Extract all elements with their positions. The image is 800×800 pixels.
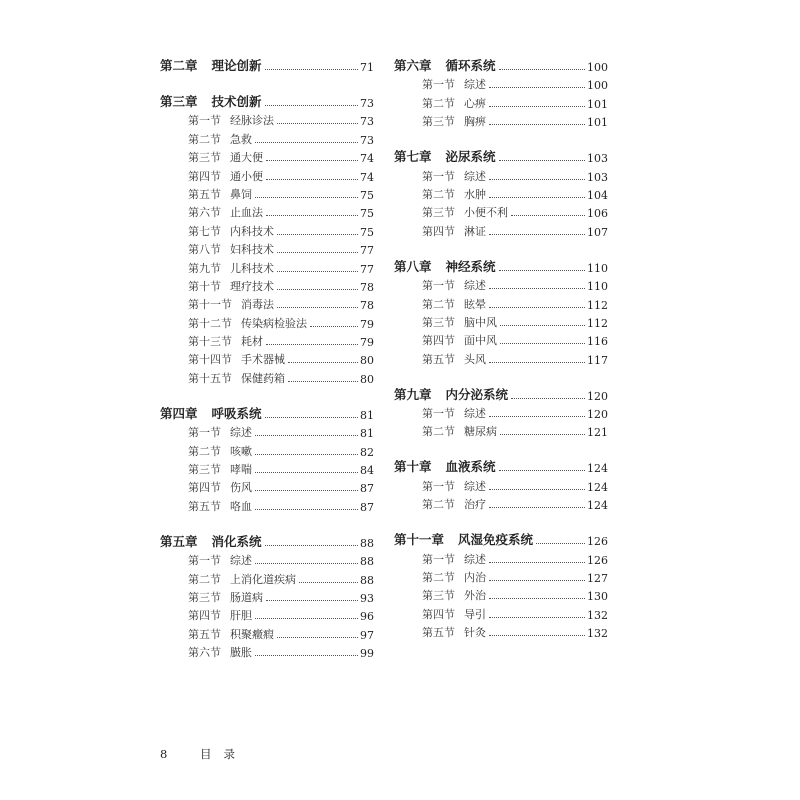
section-title: 保健药箱 bbox=[241, 371, 285, 385]
chapter-gap bbox=[394, 439, 608, 455]
section-number: 第二节 bbox=[422, 187, 455, 201]
toc-section-entry[interactable] bbox=[160, 422, 374, 440]
dot-leader bbox=[489, 106, 585, 107]
dot-leader bbox=[499, 270, 585, 271]
toc-section-entry[interactable] bbox=[394, 548, 608, 566]
section-page: 79 bbox=[360, 336, 374, 350]
chapter-gap bbox=[394, 512, 608, 528]
chapter-number: 第三章 bbox=[160, 94, 198, 109]
dot-leader bbox=[489, 288, 585, 289]
dot-leader bbox=[288, 362, 358, 363]
section-number: 第三节 bbox=[188, 151, 221, 165]
chapter-number: 第五章 bbox=[160, 533, 198, 549]
chapter-page: 126 bbox=[587, 535, 608, 549]
section-page: 120 bbox=[587, 408, 608, 422]
section-page: 121 bbox=[587, 426, 608, 440]
toc-section-entry[interactable] bbox=[160, 642, 374, 660]
section-number: 第一节 bbox=[188, 114, 221, 128]
section-title: 内治 bbox=[464, 571, 486, 585]
dot-leader bbox=[489, 562, 585, 563]
dot-leader bbox=[255, 563, 358, 564]
section-page: 112 bbox=[587, 298, 608, 312]
section-page: 103 bbox=[587, 170, 608, 184]
section-title: 肠道病 bbox=[230, 590, 263, 604]
section-title: 水肿 bbox=[464, 187, 486, 201]
dot-leader bbox=[511, 215, 585, 216]
section-title: 综述 bbox=[230, 554, 252, 568]
toc-section-entry[interactable] bbox=[160, 495, 374, 513]
chapter-number: 第九章 bbox=[394, 386, 432, 402]
section-page: 127 bbox=[587, 572, 608, 586]
section-page: 117 bbox=[587, 353, 608, 367]
section-page: 80 bbox=[360, 372, 374, 386]
chapter-title: 呼吸系统 bbox=[211, 405, 262, 421]
section-title: 理疗技术 bbox=[230, 279, 274, 293]
toc-left-column bbox=[160, 54, 374, 660]
section-title: 经脉诊法 bbox=[230, 114, 274, 128]
section-title: 综述 bbox=[230, 426, 252, 440]
toc-chapter-entry[interactable] bbox=[394, 383, 608, 403]
chapter-page: 124 bbox=[587, 462, 608, 476]
section-number: 第三节 bbox=[422, 206, 455, 220]
section-title: 通大便 bbox=[230, 151, 263, 165]
chapter-number: 第八章 bbox=[394, 258, 432, 274]
dot-leader bbox=[489, 598, 585, 599]
section-title: 胸痹 bbox=[464, 115, 486, 129]
dot-leader bbox=[489, 307, 585, 308]
dot-leader bbox=[489, 234, 585, 235]
toc-chapter-entry[interactable] bbox=[394, 255, 608, 275]
toc-section-entry[interactable] bbox=[394, 603, 608, 621]
section-title: 小便不利 bbox=[464, 206, 508, 220]
chapter-page: 120 bbox=[587, 389, 608, 403]
toc-section-entry[interactable] bbox=[394, 184, 608, 202]
dot-leader bbox=[255, 435, 358, 436]
section-page: 100 bbox=[587, 79, 608, 93]
section-number: 第二节 bbox=[422, 498, 455, 512]
section-title: 止血法 bbox=[230, 206, 263, 220]
section-title: 积聚癥瘕 bbox=[230, 627, 274, 641]
section-number: 第五节 bbox=[422, 352, 455, 366]
dot-leader bbox=[277, 123, 358, 124]
toc-section-entry[interactable] bbox=[160, 367, 374, 385]
section-number: 第四节 bbox=[188, 169, 221, 183]
section-title: 咯血 bbox=[230, 499, 252, 513]
toc-section-entry[interactable] bbox=[394, 202, 608, 220]
section-page: 78 bbox=[360, 280, 374, 294]
toc-section-entry[interactable] bbox=[394, 585, 608, 603]
section-number: 第四节 bbox=[188, 609, 221, 623]
dot-leader bbox=[536, 543, 585, 544]
toc-section-entry[interactable] bbox=[394, 494, 608, 512]
section-title: 眩晕 bbox=[464, 297, 486, 311]
chapter-gap bbox=[160, 74, 374, 90]
section-page: 75 bbox=[360, 188, 374, 202]
section-number: 第三节 bbox=[422, 589, 455, 603]
section-title: 淋证 bbox=[464, 224, 486, 238]
section-title: 肝胆 bbox=[230, 609, 252, 623]
section-title: 面中风 bbox=[464, 334, 497, 348]
chapter-title: 内分泌系统 bbox=[445, 386, 509, 402]
toc-section-entry[interactable] bbox=[160, 165, 374, 183]
toc-section-entry[interactable] bbox=[394, 165, 608, 183]
section-number: 第十四节 bbox=[188, 353, 232, 367]
toc-section-entry[interactable] bbox=[160, 312, 374, 330]
section-number: 第五节 bbox=[188, 187, 221, 201]
chapter-title: 泌尿系统 bbox=[445, 149, 496, 165]
dot-leader bbox=[255, 655, 358, 656]
section-title: 哮喘 bbox=[230, 463, 252, 477]
section-title: 臌胀 bbox=[230, 646, 252, 660]
section-title: 消毒法 bbox=[241, 298, 274, 312]
dot-leader bbox=[255, 490, 358, 491]
section-number: 第一节 bbox=[422, 552, 455, 566]
section-number: 第一节 bbox=[188, 554, 221, 568]
section-number: 第十节 bbox=[188, 279, 221, 293]
toc-section-entry[interactable] bbox=[394, 421, 608, 439]
section-number: 第七节 bbox=[188, 224, 221, 238]
chapter-number: 第六章 bbox=[394, 58, 432, 73]
section-number: 第四节 bbox=[188, 481, 221, 495]
section-page: 74 bbox=[360, 152, 374, 166]
section-number: 第一节 bbox=[422, 279, 455, 293]
section-page: 75 bbox=[360, 207, 374, 221]
section-number: 第四节 bbox=[422, 224, 455, 238]
section-number: 第五节 bbox=[188, 499, 221, 513]
dot-leader bbox=[255, 472, 358, 473]
section-title: 鼻饲 bbox=[230, 187, 252, 201]
toc-chapter-entry[interactable] bbox=[160, 90, 374, 110]
chapter-title: 技术创新 bbox=[211, 94, 262, 109]
toc-chapter-entry[interactable] bbox=[160, 54, 374, 74]
section-title: 综述 bbox=[464, 479, 486, 493]
toc-section-entry[interactable] bbox=[160, 349, 374, 367]
dot-leader bbox=[255, 142, 358, 143]
section-number: 第一节 bbox=[422, 169, 455, 183]
dot-leader bbox=[489, 179, 585, 180]
section-number: 第四节 bbox=[422, 334, 455, 348]
dot-leader bbox=[310, 326, 358, 327]
section-title: 手术器械 bbox=[241, 353, 285, 367]
dot-leader bbox=[277, 307, 358, 308]
dot-leader bbox=[489, 362, 585, 363]
section-number: 第一节 bbox=[422, 479, 455, 493]
dot-leader bbox=[277, 252, 358, 253]
section-page: 116 bbox=[587, 335, 608, 349]
toc-section-entry[interactable] bbox=[160, 128, 374, 146]
section-page: 73 bbox=[360, 133, 374, 147]
page-footer bbox=[160, 746, 247, 762]
chapter-gap bbox=[394, 129, 608, 145]
section-title: 通小便 bbox=[230, 169, 263, 183]
section-page: 106 bbox=[587, 207, 608, 221]
section-number: 第六节 bbox=[188, 206, 221, 220]
dot-leader bbox=[265, 545, 358, 546]
dot-leader bbox=[266, 160, 358, 161]
chapter-page: 110 bbox=[587, 261, 608, 275]
section-title: 急救 bbox=[230, 132, 252, 146]
toc-chapter-entry[interactable] bbox=[160, 530, 374, 550]
dot-leader bbox=[255, 509, 358, 510]
toc-chapter-entry[interactable] bbox=[394, 145, 608, 165]
chapter-number: 第七章 bbox=[394, 149, 432, 165]
section-title: 妇科技术 bbox=[230, 243, 274, 257]
section-page: 126 bbox=[587, 553, 608, 567]
section-title: 综述 bbox=[464, 279, 486, 293]
chapter-page: 88 bbox=[360, 536, 374, 550]
section-page: 81 bbox=[360, 427, 374, 441]
toc-section-entry[interactable] bbox=[160, 184, 374, 202]
section-page: 80 bbox=[360, 354, 374, 368]
dot-leader bbox=[500, 343, 585, 344]
dot-leader bbox=[489, 197, 585, 198]
chapter-page: 103 bbox=[587, 152, 608, 166]
dot-leader bbox=[299, 582, 358, 583]
section-page: 84 bbox=[360, 464, 374, 478]
toc-section-entry[interactable] bbox=[394, 220, 608, 238]
section-page: 112 bbox=[587, 316, 608, 330]
dot-leader bbox=[277, 271, 358, 272]
section-page: 93 bbox=[360, 591, 374, 605]
section-number: 第二节 bbox=[188, 132, 221, 146]
section-page: 82 bbox=[360, 445, 374, 459]
section-page: 87 bbox=[360, 500, 374, 514]
section-number: 第二节 bbox=[422, 297, 455, 311]
dot-leader bbox=[266, 344, 358, 345]
toc-section-entry[interactable] bbox=[394, 622, 608, 640]
section-number: 第六节 bbox=[188, 646, 221, 660]
section-page: 88 bbox=[360, 555, 374, 569]
section-number: 第四节 bbox=[422, 607, 455, 621]
section-title: 针灸 bbox=[464, 626, 486, 640]
section-number: 第三节 bbox=[188, 590, 221, 604]
section-title: 综述 bbox=[464, 78, 486, 92]
toc-section-entry[interactable] bbox=[160, 276, 374, 294]
toc-right-column bbox=[394, 54, 608, 640]
section-title: 咳嗽 bbox=[230, 444, 252, 458]
footer-page-number: 8 bbox=[160, 747, 168, 761]
toc-section-entry[interactable] bbox=[394, 312, 608, 330]
section-number: 第五节 bbox=[188, 627, 221, 641]
toc-section-entry[interactable] bbox=[160, 110, 374, 128]
dot-leader bbox=[266, 179, 358, 180]
section-title: 综述 bbox=[464, 407, 486, 421]
section-page: 107 bbox=[587, 225, 608, 239]
section-number: 第二节 bbox=[422, 96, 455, 110]
section-page: 101 bbox=[587, 116, 608, 130]
chapter-title: 风湿免疫系统 bbox=[458, 532, 534, 548]
chapter-number: 第四章 bbox=[160, 405, 198, 421]
dot-leader bbox=[499, 69, 585, 70]
toc-section-entry[interactable] bbox=[394, 567, 608, 585]
section-page: 132 bbox=[587, 627, 608, 641]
toc-section-entry[interactable] bbox=[394, 74, 608, 92]
toc-section-entry[interactable] bbox=[394, 92, 608, 110]
toc-section-entry[interactable] bbox=[160, 440, 374, 458]
toc-chapter-entry[interactable] bbox=[394, 54, 608, 74]
section-title: 伤风 bbox=[230, 481, 252, 495]
section-number: 第二节 bbox=[188, 444, 221, 458]
chapter-gap bbox=[394, 239, 608, 255]
section-number: 第三节 bbox=[422, 315, 455, 329]
chapter-page: 71 bbox=[360, 61, 374, 74]
dot-leader bbox=[265, 69, 358, 70]
section-number: 第十二节 bbox=[188, 316, 232, 330]
dot-leader bbox=[265, 105, 358, 106]
toc-section-entry[interactable] bbox=[160, 459, 374, 477]
toc-section-entry[interactable] bbox=[160, 147, 374, 165]
section-page: 78 bbox=[360, 299, 374, 313]
chapter-title: 理论创新 bbox=[211, 58, 262, 73]
dot-leader bbox=[489, 580, 585, 581]
dot-leader bbox=[500, 325, 585, 326]
dot-leader bbox=[288, 381, 358, 382]
section-number: 第九节 bbox=[188, 261, 221, 275]
toc-section-entry[interactable] bbox=[160, 257, 374, 275]
footer-title: 目录 bbox=[200, 747, 247, 761]
section-number: 第五节 bbox=[422, 626, 455, 640]
dot-leader bbox=[255, 454, 358, 455]
section-title: 上消化道疾病 bbox=[230, 572, 296, 586]
toc-section-entry[interactable] bbox=[160, 477, 374, 495]
section-number: 第十三节 bbox=[188, 335, 232, 349]
dot-leader bbox=[489, 635, 585, 636]
section-page: 104 bbox=[587, 188, 608, 202]
section-title: 内科技术 bbox=[230, 224, 274, 238]
section-page: 77 bbox=[360, 262, 374, 276]
toc-section-entry[interactable] bbox=[160, 605, 374, 623]
section-number: 第二节 bbox=[422, 425, 455, 439]
toc-section-entry[interactable] bbox=[160, 550, 374, 568]
chapter-gap bbox=[160, 386, 374, 402]
toc-section-entry[interactable] bbox=[160, 587, 374, 605]
section-title: 脑中风 bbox=[464, 315, 497, 329]
dot-leader bbox=[265, 417, 358, 418]
chapter-page: 73 bbox=[360, 97, 374, 110]
section-title: 综述 bbox=[464, 169, 486, 183]
section-number: 第二节 bbox=[188, 572, 221, 586]
section-title: 综述 bbox=[464, 552, 486, 566]
section-number: 第十一节 bbox=[188, 298, 232, 312]
toc-section-entry[interactable] bbox=[160, 568, 374, 586]
dot-leader bbox=[489, 507, 585, 508]
toc-section-entry[interactable] bbox=[394, 403, 608, 421]
chapter-page: 81 bbox=[360, 408, 374, 422]
section-number: 第十五节 bbox=[188, 371, 232, 385]
dot-leader bbox=[489, 617, 585, 618]
section-page: 96 bbox=[360, 610, 374, 624]
dot-leader bbox=[499, 160, 585, 161]
chapter-gap bbox=[394, 367, 608, 383]
section-title: 外治 bbox=[464, 589, 486, 603]
section-page: 130 bbox=[587, 590, 608, 604]
section-title: 糖尿病 bbox=[464, 425, 497, 439]
section-number: 第一节 bbox=[422, 78, 455, 92]
dot-leader bbox=[489, 87, 585, 88]
toc-section-entry[interactable] bbox=[394, 330, 608, 348]
section-page: 88 bbox=[360, 573, 374, 587]
section-page: 97 bbox=[360, 628, 374, 642]
section-page: 99 bbox=[360, 647, 374, 661]
dot-leader bbox=[489, 416, 585, 417]
dot-leader bbox=[500, 434, 585, 435]
toc-section-entry[interactable] bbox=[160, 294, 374, 312]
toc-section-entry[interactable] bbox=[394, 111, 608, 129]
toc-section-entry[interactable] bbox=[394, 348, 608, 366]
dot-leader bbox=[266, 600, 358, 601]
section-number: 第一节 bbox=[422, 407, 455, 421]
dot-leader bbox=[511, 398, 585, 399]
toc-section-entry[interactable] bbox=[394, 275, 608, 293]
section-page: 110 bbox=[587, 280, 608, 294]
section-title: 耗材 bbox=[241, 335, 263, 349]
section-title: 头风 bbox=[464, 352, 486, 366]
section-title: 心痹 bbox=[464, 96, 486, 110]
toc-chapter-entry[interactable] bbox=[160, 402, 374, 422]
section-page: 79 bbox=[360, 317, 374, 331]
dot-leader bbox=[489, 124, 585, 125]
section-title: 治疗 bbox=[464, 498, 486, 512]
section-page: 87 bbox=[360, 482, 374, 496]
dot-leader bbox=[255, 197, 358, 198]
section-page: 75 bbox=[360, 225, 374, 239]
dot-leader bbox=[277, 637, 358, 638]
chapter-gap bbox=[160, 514, 374, 530]
dot-leader bbox=[277, 289, 358, 290]
chapter-title: 消化系统 bbox=[211, 533, 262, 549]
section-page: 74 bbox=[360, 170, 374, 184]
section-number: 第二节 bbox=[422, 571, 455, 585]
section-title: 儿科技术 bbox=[230, 261, 274, 275]
toc-chapter-entry[interactable] bbox=[394, 455, 608, 475]
section-number: 第一节 bbox=[188, 426, 221, 440]
section-title: 传染病检验法 bbox=[241, 316, 307, 330]
toc-section-entry[interactable] bbox=[160, 331, 374, 349]
section-number: 第八节 bbox=[188, 243, 221, 257]
toc-section-entry[interactable] bbox=[160, 202, 374, 220]
section-page: 101 bbox=[587, 97, 608, 111]
chapter-title: 循环系统 bbox=[445, 58, 496, 73]
chapter-number: 第二章 bbox=[160, 58, 198, 73]
section-number: 第三节 bbox=[422, 115, 455, 129]
section-page: 124 bbox=[587, 480, 608, 494]
chapter-number: 第十章 bbox=[394, 459, 432, 475]
dot-leader bbox=[277, 234, 358, 235]
dot-leader bbox=[255, 618, 358, 619]
dot-leader bbox=[499, 470, 585, 471]
section-page: 132 bbox=[587, 608, 608, 622]
section-title: 导引 bbox=[464, 607, 486, 621]
toc-section-entry[interactable] bbox=[160, 220, 374, 238]
toc-section-entry[interactable] bbox=[394, 293, 608, 311]
toc-section-entry[interactable] bbox=[160, 239, 374, 257]
section-page: 73 bbox=[360, 115, 374, 129]
section-page: 124 bbox=[587, 499, 608, 513]
toc-chapter-entry[interactable] bbox=[394, 528, 608, 548]
chapter-title: 血液系统 bbox=[445, 459, 496, 475]
toc-section-entry[interactable] bbox=[394, 475, 608, 493]
section-number: 第三节 bbox=[188, 463, 221, 477]
section-page: 77 bbox=[360, 244, 374, 258]
dot-leader bbox=[266, 215, 358, 216]
chapter-title: 神经系统 bbox=[445, 258, 496, 274]
dot-leader bbox=[489, 489, 585, 490]
toc-section-entry[interactable] bbox=[160, 623, 374, 641]
chapter-number: 第十一章 bbox=[394, 532, 445, 548]
chapter-page: 100 bbox=[587, 61, 608, 74]
